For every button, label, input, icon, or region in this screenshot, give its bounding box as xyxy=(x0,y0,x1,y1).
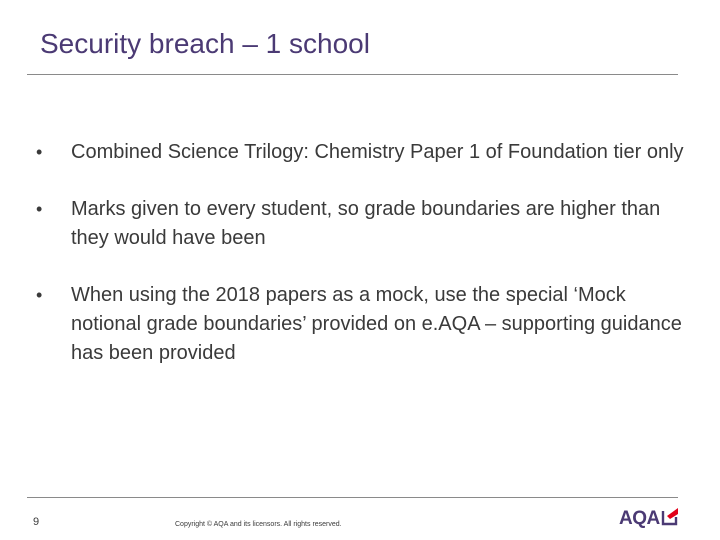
bullet-item xyxy=(36,195,686,253)
logo-text: AQA xyxy=(619,508,660,529)
footer-divider xyxy=(27,497,678,498)
bullet-text: Combined Science Trilogy: Chemistry Paper 1 of Foundation tier only xyxy=(71,141,684,163)
copyright-notice: Copyright © AQA and its licensors. All rights reserved. xyxy=(175,521,342,528)
slide-title: Security breach – 1 school xyxy=(40,28,370,59)
bullet-list xyxy=(36,138,686,396)
bullet-marker: • xyxy=(36,199,43,219)
bullet-text: When using the 2018 papers as a mock, use the special ‘Mock notional grade boundaries’ provided on e.AQA – supporting guidance has been provided xyxy=(71,284,682,364)
bullet-marker: • xyxy=(36,285,43,305)
bullet-item xyxy=(36,138,686,167)
title-divider xyxy=(27,74,678,75)
bullet-marker: • xyxy=(36,142,43,162)
logo-mark-icon xyxy=(661,506,679,526)
aqa-logo xyxy=(619,507,679,531)
bullet-item xyxy=(36,281,686,368)
bullet-text: Marks given to every student, so grade boundaries are higher than they would have been xyxy=(71,198,661,249)
page-number: 9 xyxy=(33,516,40,528)
